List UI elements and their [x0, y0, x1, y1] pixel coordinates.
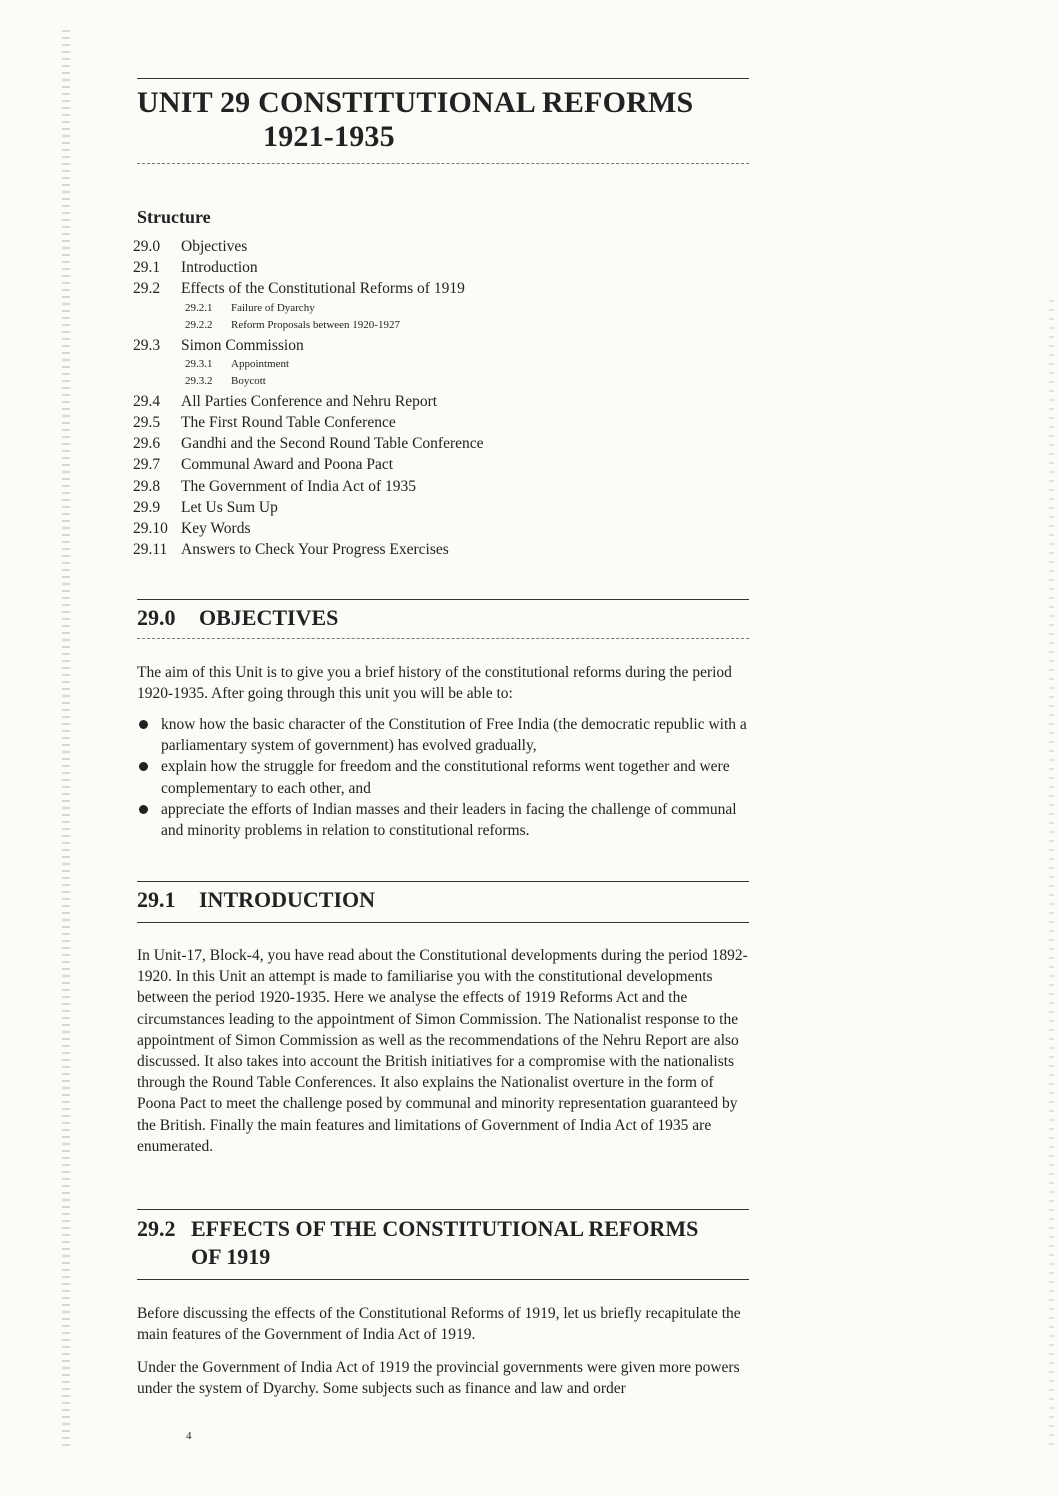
scan-margin-artifact [62, 30, 70, 1450]
toc-item [133, 391, 653, 412]
toc-item [133, 454, 653, 475]
introduction-text: In Unit-17, Block-4, you have read about the Constitutional developments during the period 1892-1920. In this Unit an attempt is made to familiarise you with the constitutional developments between the period 1920-1935. Here we analyse the effects of 1919 Reforms Act and the circumstances leading to the appointment of Simon Commission. The Nationalist response to the appointment of Simon Commission as well as the recommendations of the Nehru Report are also discussed. It also takes into account the British initiatives for a compromise with the nationalists through the Round Table Conferences. It also explains the Nationalist overture in the form of Poona Pact to meet the challenge posed by communal and minority representation guaranteed by the British. Finally the main features and limitations of Government of India Act of 1935 are enumerated. [137, 947, 748, 1155]
title-top-rule [137, 78, 749, 79]
toc-item [133, 433, 653, 454]
toc-item-num: 29.6 [133, 435, 161, 453]
toc-subitem-text: Appointment [231, 357, 290, 370]
title-bottom-rule [137, 163, 749, 164]
toc-item-num: 29.0 [133, 238, 161, 255]
toc-item-num: 29.2 [133, 280, 161, 298]
toc-item [133, 257, 653, 278]
toc-item-text: Communal Award and Poona Pact [181, 456, 394, 474]
effects-bottom-rule [137, 1279, 749, 1280]
toc-item-text: The Government of India Act of 1935 [181, 477, 417, 495]
toc-subitem-text: Failure of Dyarchy [231, 301, 315, 314]
objective-bullet [137, 756, 752, 798]
toc-item [133, 278, 653, 299]
toc-item-num: 29.3 [133, 336, 161, 354]
toc-item [133, 412, 653, 433]
toc-subitem [133, 356, 653, 374]
objective-bullet-text: explain how the struggle for freedom and the constitutional reforms went together and were complementary to each other, and [161, 758, 730, 797]
objective-bullet-text: appreciate the efforts of Indian masses and their leaders in facing the challenge of communal and minority problems in relation to constitutional reforms. [161, 800, 737, 840]
toc-subitem-num: 29.3.1 [185, 357, 213, 370]
toc-item-num: 29.5 [133, 414, 161, 432]
toc-subitem [133, 373, 653, 391]
toc-item-num: 29.9 [133, 498, 161, 516]
objectives-heading-text: OBJECTIVES [199, 605, 339, 630]
objectives-bullet-list [137, 714, 752, 841]
effects-heading [137, 1216, 698, 1270]
introduction-heading [137, 887, 375, 913]
toc-item [133, 335, 653, 356]
effects-heading-num: 29.2 [137, 1216, 176, 1241]
toc-item-num: 29.8 [133, 477, 161, 495]
toc-item-text: Answers to Check Your Progress Exercises [181, 541, 449, 559]
page-number: 4 [186, 1430, 192, 1442]
effects-para-1: Before discussing the effects of the Constitutional Reforms of 1919, let us briefly recapitulate the main features of the Government of India Act of 1919. [137, 1305, 741, 1344]
toc-item-text: Objectives [181, 238, 248, 255]
unit-title [137, 86, 757, 154]
introduction-top-rule [137, 881, 749, 882]
toc-item-text: Let Us Sum Up [181, 498, 278, 516]
toc-subitem-num: 29.2.1 [185, 301, 213, 314]
introduction-bottom-rule [137, 922, 749, 923]
objective-bullet [137, 799, 752, 841]
bullet-icon [139, 805, 148, 814]
toc-item-num: 29.11 [133, 541, 168, 559]
toc-subitem-text: Boycott [231, 375, 266, 388]
objectives-heading-num: 29.0 [137, 605, 176, 630]
unit-title-line2: 1921-1935 [263, 120, 395, 153]
bullet-icon [139, 762, 148, 771]
effects-heading-line1: EFFECTS OF THE CONSTITUTIONAL REFORMS [191, 1216, 699, 1241]
toc-item-text: Effects of the Constitutional Reforms of 1919 [181, 280, 465, 298]
effects-heading-line2: OF 1919 [191, 1244, 271, 1269]
toc-item-text: The First Round Table Conference [181, 414, 396, 432]
toc-item-text: Simon Commission [181, 336, 304, 354]
toc-item-text: Introduction [181, 259, 258, 277]
toc-item-num: 29.4 [133, 392, 161, 410]
toc-item-num: 29.7 [133, 456, 161, 474]
toc-item-num: 29.10 [133, 520, 168, 538]
unit-title-line1: UNIT 29 CONSTITUTIONAL REFORMS [137, 86, 694, 119]
toc-item [133, 539, 653, 560]
introduction-heading-num: 29.1 [137, 887, 176, 912]
objectives-bottom-rule [137, 638, 749, 639]
structure-heading: Structure [137, 207, 211, 227]
toc-item [133, 236, 653, 257]
toc-subitem-num: 29.3.2 [185, 375, 213, 388]
objectives-top-rule [137, 599, 749, 600]
toc-subitem-num: 29.2.2 [185, 319, 213, 332]
structure-list [133, 236, 653, 560]
toc-item-text: All Parties Conference and Nehru Report [181, 392, 438, 410]
objectives-heading [137, 605, 338, 631]
objective-bullet [137, 714, 752, 756]
objectives-intro: The aim of this Unit is to give you a brief history of the constitutional reforms during the period 1920-1935. After going through this unit you will be able to: [137, 664, 732, 703]
toc-item [133, 518, 653, 539]
effects-top-rule [137, 1209, 749, 1210]
toc-subitem-text: Reform Proposals between 1920-1927 [231, 319, 400, 332]
bullet-icon [139, 720, 148, 729]
toc-item-num: 29.1 [133, 259, 161, 277]
scan-margin-artifact-right [1049, 300, 1054, 1450]
objective-bullet-text: know how the basic character of the Constitution of Free India (the democratic republic with a parliamentary system of government) has evolved gradually, [161, 716, 747, 755]
toc-item-text: Gandhi and the Second Round Table Conference [181, 435, 484, 453]
toc-subitem [133, 300, 653, 318]
toc-item-text: Key Words [181, 520, 251, 538]
toc-item [133, 476, 653, 497]
toc-item [133, 497, 653, 518]
introduction-heading-text: INTRODUCTION [199, 887, 376, 912]
effects-para-2: Under the Government of India Act of 1919 the provincial governments were given more powers under the system of Dyarchy. Some subjects such as finance and law and order [137, 1359, 740, 1398]
toc-subitem [133, 317, 653, 335]
